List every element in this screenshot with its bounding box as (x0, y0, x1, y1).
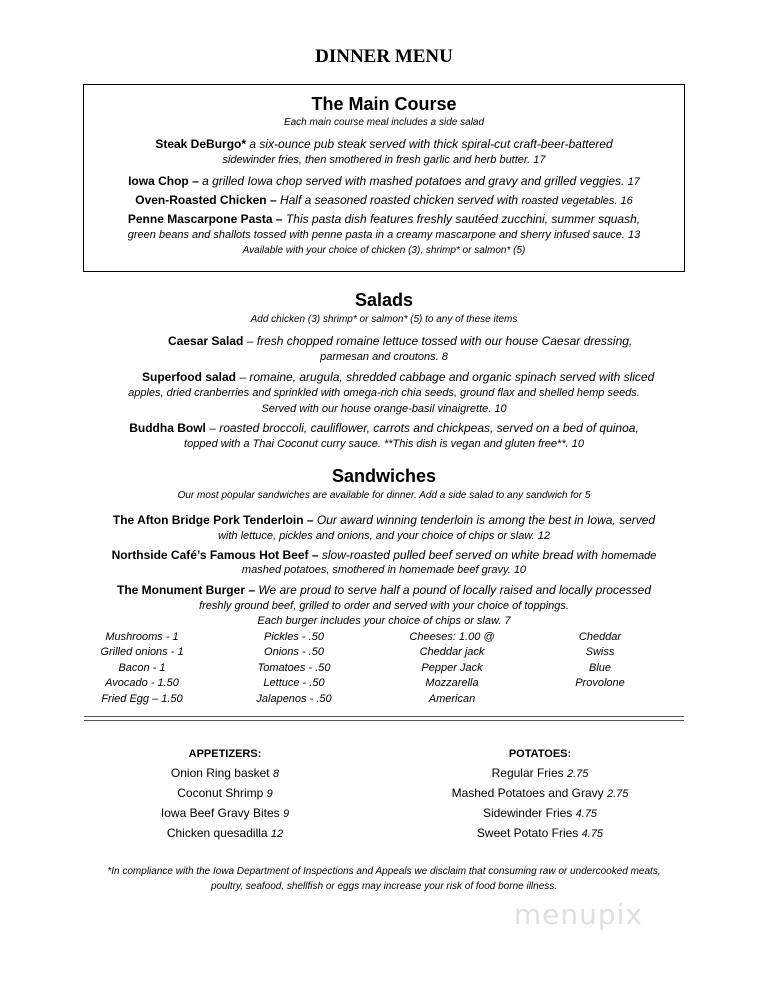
caesar-desc-2: parmesan and croutons. 8 (320, 351, 448, 363)
steak-name: Steak DeBurgo* (155, 137, 247, 151)
potatoes-heading: POTATOES: (508, 748, 572, 760)
pasta-desc: This pasta dish features freshly sautéed zucchini, summer squash, (282, 212, 641, 226)
chicken-desc: Half a seasoned roasted chicken served with (276, 193, 522, 207)
section-divider (84, 716, 684, 721)
buddha-desc-2: topped with a Thai Coconut curry sauce. **This dish is vegan and gluten free**. 10 (184, 438, 584, 450)
topping-cell: Bacon - 1 (118, 661, 166, 674)
steak-desc-2: sidewinder fries, then smothered in fresh garlic and herb butter. 17 (222, 154, 546, 166)
toppings-row (84, 691, 684, 707)
afton-item (0, 513, 768, 527)
chop-desc: a grilled Iowa chop served with mashed potatoes and gravy and grilled veggies. (198, 174, 628, 188)
superfood-desc-3: Served with our house orange-basil vinaigrette. 10 (261, 403, 507, 415)
pasta-name: Penne Mascarpone Pasta – (127, 212, 283, 226)
salads-note: Add chicken (3) shrimp* or salmon* (5) to any of these items (250, 314, 518, 325)
topping-cell (516, 691, 684, 707)
superfood-desc: – romaine, arugula, shredded cabbage and organic spinach served with sliced (236, 370, 655, 384)
northside-item (0, 548, 768, 562)
appetizer-item: Onion Ring basket 8 (170, 766, 280, 780)
caesar-name: Caesar Salad (168, 334, 244, 348)
northside-desc: slow-roasted pulled beef served on white bread with (318, 548, 602, 562)
topping-cell: Provolone (575, 677, 625, 690)
pasta-item (0, 212, 768, 226)
topping-cell: Cheddar jack (419, 646, 485, 659)
topping-cell: Pickles - .50 (264, 630, 324, 643)
monument-desc-3: Each burger includes your choice of chips or slaw. 7 (257, 615, 511, 627)
chop-price: 17 (627, 176, 640, 188)
sandwiches-note: Our most popular sandwiches are available for dinner. Add a side salad to any sandwich for 5 (177, 490, 591, 501)
potato-item: Sweet Potato Fries 4.75 (476, 826, 604, 840)
topping-cell: Mozzarella (425, 677, 479, 690)
topping-cell: American (428, 692, 476, 705)
buddha-desc: – roasted broccoli, cauliflower, carrots and chickpeas, served on a bed of quinoa, (205, 421, 639, 435)
main-course-heading: The Main Course (311, 94, 457, 114)
menu-title: DINNER MENU (315, 46, 453, 67)
monument-desc-2: freshly ground beef, grilled to order and served with your choice of toppings. (199, 600, 569, 612)
disclaimer-line-2: poultry, seafood, shellfish or eggs may increase your risk of food borne illness. (210, 881, 558, 892)
buddha-name: Buddha Bowl (129, 421, 206, 435)
toppings-row (84, 645, 684, 661)
chop-item (0, 174, 768, 188)
superfood-name: Superfood salad (142, 370, 237, 384)
appetizer-item: Iowa Beef Gravy Bites 9 (160, 806, 290, 820)
salads-heading: Salads (354, 290, 414, 310)
potato-item: Regular Fries 2.75 (491, 766, 589, 780)
superfood-desc-2: apples, dried cranberries and sprinkled with omega-rich chia seeds, ground flax and shelled hemp seeds. (128, 387, 640, 399)
topping-cell: Fried Egg – 1.50 (101, 692, 183, 705)
topping-cell: Onions - .50 (264, 646, 324, 659)
toppings-row (84, 676, 684, 692)
potato-item: Sidewinder Fries 4.75 (482, 806, 598, 820)
monument-desc: We are proud to serve half a pound of locally raised and locally processed (255, 583, 652, 597)
topping-cell: Avocado - 1.50 (105, 677, 179, 690)
steak-item (0, 137, 768, 151)
toppings-row (84, 629, 684, 645)
topping-cell: Jalapenos - .50 (256, 692, 332, 705)
appetizers-column (110, 745, 340, 844)
pasta-desc-3: Available with your choice of chicken (3), shrimp* or salmon* (5) (242, 245, 526, 256)
monument-name: The Monument Burger – (116, 583, 255, 597)
toppings-row (84, 660, 684, 676)
pasta-desc-2: green beans and shallots tossed with penne pasta in a creamy mascarpone and sherry infused sauce. 13 (127, 229, 641, 241)
northside-tail: homemade (601, 550, 657, 562)
toppings-table (84, 629, 684, 707)
topping-cell: Cheeses: 1.00 @ (409, 630, 495, 643)
appetizers-heading: APPETIZERS: (188, 748, 262, 760)
topping-cell: Cheddar (578, 630, 622, 643)
afton-name: The Afton Bridge Pork Tenderloin – (112, 513, 314, 527)
topping-cell: Lettuce - .50 (263, 677, 325, 690)
caesar-desc: – fresh chopped romaine lettuce tossed with our house Caesar dressing, (243, 334, 633, 348)
northside-desc-2: mashed potatoes, smothered in homemade beef gravy. 10 (241, 564, 527, 576)
appetizer-item: Coconut Shrimp 9 (177, 786, 273, 800)
chicken-name: Oven-Roasted Chicken – (135, 193, 277, 207)
chicken-tail: roasted vegetables. 16 (521, 195, 633, 207)
watermark-logo: menupix (513, 898, 643, 931)
main-course-note: Each main course meal includes a side salad (283, 117, 485, 128)
chicken-item (0, 193, 768, 207)
potatoes-column (425, 745, 655, 844)
topping-cell: Swiss (585, 646, 615, 659)
sandwiches-heading: Sandwiches (331, 466, 437, 486)
topping-cell: Grilled onions - 1 (100, 646, 184, 659)
appetizer-item: Chicken quesadilla 12 (166, 826, 284, 840)
steak-desc: a six-ounce pub steak served with thick spiral-cut craft-beer-battered (246, 137, 613, 151)
potato-item: Mashed Potatoes and Gravy 2.75 (451, 786, 629, 800)
topping-cell: Pepper Jack (421, 661, 483, 674)
disclaimer-line-1: *In compliance with the Iowa Department of Inspections and Appeals we disclaim that consuming raw or undercooked meats, (107, 866, 661, 877)
topping-cell: Mushrooms - 1 (105, 630, 179, 643)
afton-desc-2: with lettuce, pickles and onions, and your choice of chips or slaw. 12 (217, 530, 551, 542)
northside-name: Northside Café’s Famous Hot Beef – (111, 548, 319, 562)
caesar-item (168, 334, 632, 348)
buddha-item (0, 421, 768, 435)
superfood-item (142, 370, 654, 384)
chop-name: Iowa Chop – (128, 174, 199, 188)
topping-cell: Blue (588, 661, 612, 674)
topping-cell: Tomatoes - .50 (257, 661, 331, 674)
monument-item (0, 583, 768, 597)
afton-desc: Our award winning tenderloin is among the best in Iowa, served (313, 513, 656, 527)
